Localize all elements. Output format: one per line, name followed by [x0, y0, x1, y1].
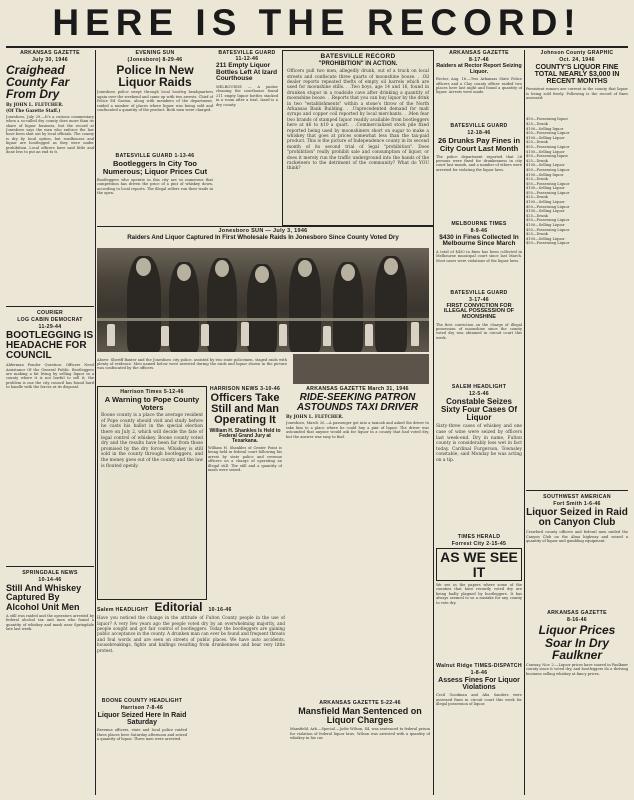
- clip-source: BOONE COUNTY HEADLIGHT: [101, 698, 183, 704]
- clip-body: Revenue officers, state and local police raided three places here Saturday afternoon and seized a quantity of liquor. Three men were arrested.: [97, 728, 187, 742]
- clip-date: 10-16-46: [208, 607, 232, 613]
- fine-entry: $100—Selling liquor: [526, 172, 564, 177]
- clip-body: Cecil Goodman and Alia Sanders were assessed fines in circuit court this week for illegal possession of liquor.: [436, 693, 522, 707]
- clip-byline: By JOHN L. FLETCHER.: [6, 102, 64, 108]
- column-4-top: [436, 50, 522, 380]
- clip-body: The first conviction on the charge of illegal possession of moonshine since the county voted dry was obtained in circuit court this week.: [436, 322, 522, 340]
- clip-headline: RIDE-SEEKING PATRON ASTOUNDS TAXI DRIVER: [296, 392, 419, 414]
- clip-source: ARKANSAS GAZETTE: [547, 610, 607, 617]
- clip-headline: Liquor Seized Here In Raid Saturday: [97, 712, 187, 727]
- fine-entry: $50—Possessing Liquor: [526, 181, 570, 186]
- clip-date: 8-9-46: [470, 227, 488, 234]
- clip-body: Have you noticed the change in the attitude of Fulton County people in the use of liquor? A very few years ago the people voted dry by an overwhelming majority, and people sought and got fair control of bootleggers. Today the bootleggers are gaining public acceptance in the county. A drunken man can ever be found and frequent threats and foul words and are seen on streets of public places. We have auto accidents, housebreakings, fights and knifings resulting from drunkenness and bear very little protest.: [97, 615, 285, 653]
- clip-date: Oct. 24, 1946: [559, 57, 595, 63]
- fine-entry: $50—Possessing Liquor: [526, 241, 570, 246]
- clip-date: 8-16-46: [567, 617, 587, 624]
- clip-headline: Editorial: [154, 600, 203, 614]
- fines-list: [526, 117, 628, 246]
- clip-source: BATESVILLE GUARD 1-13-46: [115, 153, 195, 160]
- fine-entry: $100—Selling Liquor: [526, 223, 565, 228]
- mansfield-article: [290, 700, 430, 796]
- clip-byline-sub: (Of The Gazette Staff.): [6, 108, 61, 114]
- clip-date: 10-14-46: [38, 577, 62, 584]
- fine-entry: $50—Possessing Liquor: [526, 144, 570, 149]
- clip-date: Fort Smith 1-6-46: [553, 501, 601, 507]
- boone-article: [97, 698, 187, 796]
- fine-entry: $25—Drunk: [526, 195, 548, 200]
- clip-headline: A Warning to Pope County Voters: [104, 395, 200, 412]
- editorial-article: [97, 600, 285, 696]
- fine-entry: $50—Possessing Liquor: [526, 218, 570, 223]
- clip-headline: Liquor Prices Soar In Dry Faulkner: [538, 623, 616, 662]
- clip-source: Walnut Ridge TIMES-DISPATCH: [436, 663, 522, 669]
- clip-date: 1-8-46: [470, 670, 488, 676]
- clip-source: BATESVILLE GUARD 11-12-46: [218, 50, 276, 62]
- clip-source: Johnson County GRAPHIC: [540, 50, 614, 56]
- clip-body: Jonesboro police swept through local bootleg headquarters again over the weekend and came up with two arrests. Chief of Police Ed Gaston, along with members of the department, raided a number of places where liquor was being sold and confiscated a quantity of the product. Both men were charged.: [97, 90, 213, 113]
- clip-body: Crawford county officers and federal men raided the Canyon Club on the Alma highway and seized a quantity of liquor and gambling equipment.: [526, 530, 628, 544]
- fine-entry: $25—Drunk: [526, 177, 548, 182]
- clip-body: MELBOURNE — A janitor cleaning the courthouse found 211 empty liquor bottles stacked in a room after a trial. Izard is a dry county.: [216, 84, 278, 107]
- clip-headline: Constable Seizes Sixty Four Cases Of Liquor: [440, 397, 518, 423]
- clip-headline: Officers Take Still and Man Operating It: [210, 392, 280, 427]
- clip-date: 8-17-46: [469, 57, 489, 63]
- clip-headline: "PROHIBITION" IN ACTION.: [318, 61, 398, 67]
- clip-headline: Assess Fines For Liquor Violations: [438, 677, 520, 692]
- fine-entry: $100—Selling Liquor: [526, 186, 565, 191]
- column-2b: [216, 50, 278, 225]
- clip-body: A total of $430 in fines has been collected in Melbourne municipal court since last March. Most cases were violations of the liquor laws.: [436, 249, 522, 263]
- clip-body: William H. Shankles of Center Point is being held in federal court following his arrest by state police and revenue officers on a charge of operating an illegal still. The still and a quantity of mash were seized.: [208, 445, 282, 472]
- clip-headline: $430 in Fines Collected In Melbourne Since March: [439, 233, 519, 248]
- clip-headline: Mansfield Man Sentenced on Liquor Charges: [298, 706, 422, 726]
- clip-byline: By JOHN L. FLETCHER.: [286, 415, 344, 421]
- clip-date: 12-5-46: [469, 391, 489, 397]
- clip-source: Jonesboro SUN — July 3, 1946: [218, 228, 308, 234]
- fine-entry: $25—Drunk: [526, 140, 548, 145]
- clip-source: TIMES HERALD: [457, 534, 501, 541]
- column-4-bottom: [436, 384, 522, 796]
- clip-body: Rector, Aug. 16.—Two Arkansas State Police officers and a Clay county officer raided two places here last night and found a quantity of liquor. Arrests were made.: [436, 77, 522, 95]
- clip-source: ARKANSAS GAZETTE 5-22-46: [319, 700, 401, 706]
- prohibition-in-action-box: [282, 50, 434, 226]
- officers-still-article: [208, 386, 282, 598]
- clip-date: 11-29-44: [38, 323, 62, 330]
- clip-source: SALEM HEADLIGHT: [451, 384, 507, 390]
- raid-photo-block: [97, 228, 429, 386]
- fine-entry: $100—Selling liquor: [526, 126, 564, 131]
- fine-entry: $25—Drunk: [526, 121, 548, 126]
- column-1: [6, 50, 94, 795]
- clip-date: 12-18-46: [467, 130, 491, 137]
- fine-entry: $50—Possessing Liquor: [526, 204, 570, 209]
- clip-headline: Bootleggers In City Too Numerous; Liquor Prices Cut: [102, 159, 208, 177]
- clip-source: SOUTHWEST AMERICAN: [543, 494, 611, 500]
- fine-entry: $100—Selling Liquor: [526, 236, 565, 241]
- clip-body: Jonesboro, July 29.—It's a curious commentary when a so-called dry county does more than its share of liquor business, but the record at Jonesboro says the men who enforce the law have been shut out by local officials. The county is dry by local option, but roadhouses and liquor are bootlegged as they were under prohibition. Local officers have said little and done less to put an end to it.: [6, 114, 94, 154]
- clip-body: Bootleggers who operate in this city are so numerous that competition has driven the price of a pint of whiskey down, according to local reports. The illegal sellers run their trade in the open.: [97, 177, 213, 195]
- photo-caption-wrap: [97, 354, 287, 374]
- clip-date: July 30, 1946: [32, 57, 68, 63]
- column-2-top: [97, 50, 213, 225]
- fine-entry: $50—Possessing liquor: [526, 117, 569, 122]
- fine-entry: $50—Possessing Liquor: [526, 190, 570, 195]
- clip-source: BATESVILLE RECORD: [320, 53, 396, 60]
- clip-body: The police department reported that 26 persons were fined for drunkenness in city court last month, and a number of others were arrested for violating the liquor laws.: [436, 154, 522, 172]
- clip-body: Jonesboro, March 30.—A passenger got into a taxicab and asked the driver to take him to a place where he could buy a pint of liquor. The driver was astounded that anyone would ask for liquor in a county that had voted dry, but the answer was easy to find.: [286, 421, 429, 439]
- clip-body: Boone county is a place the average resident of Pope county should visit and study before he casts his ballot in the special election there on July 2, which will decide the fate of legal control of whiskey. Boone county voted dry and the results have been far from those promised by the dry forces. Whiskey is still sold in the county through bootleggers, and the money goes out of the county and the law is flouted openly.: [101, 413, 203, 469]
- clip-headline: BOOTLEGGING IS HEADACHE FOR COUNCIL: [6, 329, 94, 362]
- banner-rule: [6, 46, 628, 48]
- clip-source: Harrison Times 5-12-46: [120, 389, 184, 395]
- photo-caption: Above: Sheriff Baxter and the Jonesboro city police, assisted by two state policemen, staged raids with plenty of evidence. Men named below were arrested during the raids and liquor shown in the picture was confiscated by the officers.: [97, 357, 287, 370]
- clip-source: HARRISON NEWS 3-10-46: [209, 386, 281, 392]
- fine-entry: $100—Selling Liquor: [526, 200, 565, 205]
- clip-source: COURIER: [36, 309, 64, 316]
- clip-date: Harrison 7-8-46: [120, 705, 164, 711]
- clip-source: SPRINGDALE NEWS: [22, 570, 78, 577]
- editorial-header: [97, 600, 285, 615]
- clip-date: (Jonesboro) 8-29-46: [127, 57, 183, 63]
- clip-body: Conway, Nov. 2.—Liquor prices have soared in Faulkner county since it voted dry, and bootleggers do a thriving business selling whiskey at fancy prices.: [526, 663, 628, 676]
- clip-headline: Raiders at Rector Report Seizing Liquor.: [436, 63, 522, 75]
- clip-subheadline: William H. Shankles Is Held to Federal Grand Jury at Texarkana.: [209, 427, 281, 444]
- taxi-article: [286, 386, 429, 536]
- clip-source-sub: LOG CABIN DEMOCRAT: [17, 316, 83, 323]
- warning-pope-county-box: [97, 386, 207, 600]
- fine-entry: $25—Drunk: [526, 213, 548, 218]
- clip-headline: Still And Whiskey Captured By Alcohol Unit Men: [6, 583, 82, 612]
- clip-source: MELBOURNE TIMES: [451, 220, 507, 227]
- clip-body: Alderman Ponder Question: Officers Need Assistance Of the General Public. Bootleggers are making a fat living by selling liquor in a county where it is not lawful to sell it; the problem is one the city council has found hard to handle with the forces at its disposal.: [6, 363, 94, 390]
- clip-body: A still was raided and the operators arrested by federal alcohol tax unit men who found a quantity of whiskey and mash near Springdale late last week.: [6, 613, 94, 631]
- clip-body: Officers pull two men, allegedly drunk, out of a truck on local streets and confiscate three quarts of moonshine booze. . .Oil dealer reports repeated thefts of empty oil barrels which are used for moonshine stills. . .Two boys, age 14 and 16, found in drunken stupor in a roadside cave after drinking a quantity of moonshine booze. . .Reports that you can buy liquor by the drink in two "establishments" within a stone's throw of the North Arkansas Bank Building. . .Unprecedented demand for malt syrups and copper coil reported by local merchants. . .Men fear two brands of stamped liquor readily available from bootleggers here at $6 to $10 a quart. . .Commercialized stock pile fixed reported being used by moonshiners short on sugar to make a whiskey that goes at prices somewhat less than the tax-paid product. This is the picture of Independence county in its second month of its second trial of legal "prohibition". Does "prohibition" really prohibit sale and consumption of liquor, or does it merely run the traffic underground into the hands of the racketeers to the detriment of the community? What do YOU think?: [287, 69, 429, 172]
- clip-date: 3-17-46: [469, 296, 489, 303]
- clip-body: Persistent rumors are current in the county that liquor is being sold freely. Following is the record of fines assessed:: [526, 87, 628, 101]
- clip-headline: AS WE SEE IT: [436, 548, 522, 581]
- clip-source: ARKANSAS GAZETTE: [449, 50, 509, 56]
- fine-entry: $100—Selling Liquor: [526, 209, 565, 214]
- clip-headline: COUNTY'S LIQUOR FINE TOTAL NEARLY $3,000 IN RECENT MONTHS: [534, 64, 620, 86]
- clip-headline: FIRST CONVICTION FOR ILLEGAL POSSESSION OF MOONSHINE: [443, 302, 515, 320]
- taxi-photo: [293, 354, 429, 384]
- raid-photo: [97, 248, 429, 352]
- column-5-top: [526, 50, 628, 460]
- clip-source: ARKANSAS GAZETTE March 31, 1946: [306, 386, 409, 392]
- fine-entry: $100—Selling Liquor: [526, 149, 565, 154]
- clip-headline: 211 Empty Liquor Bottles Left At Izard Courthouse: [216, 62, 278, 83]
- fine-entry: $50—Possessing Liquor: [526, 167, 570, 172]
- clip-body: Sixty-three cases of whiskey and one case of wine were seized by officers last week-end. Dry in name, Fulton county is considerably less wet in fact today. Cardinal Furgerson, Townsley constable, said Monday he was acting on a tip.: [436, 424, 522, 464]
- fine-entry: $50—Possessing liquor: [526, 154, 569, 159]
- fine-entry: $50—Possessing Liquor: [526, 131, 570, 136]
- page-banner-title: HERE IS THE RECORD!: [52, 2, 582, 43]
- clip-source: BATESVILLE GUARD: [450, 123, 508, 130]
- photo-headline: Raiders And Liquor Captured In First Wholesale Raids In Jonesboro Since County Voted Dry: [127, 234, 399, 241]
- clip-body: Mansfield, Ark.—Special.—Jodie Wilson, 44, was sentenced to federal prison for violation of federal liquor laws. Wilson was arrested with a quantity of whiskey in his car.: [290, 727, 430, 741]
- fine-entry: $100—Selling Liquor: [526, 163, 565, 168]
- clip-source: EVENING SUN: [135, 50, 175, 56]
- clip-source: Salem HEADLIGHT: [97, 607, 149, 613]
- clip-source: BATESVILLE GUARD: [450, 289, 508, 296]
- fine-entry: $25—Drunk: [526, 232, 548, 237]
- clip-headline: Police In New Liquor Raids: [116, 63, 194, 90]
- fine-entry: $25—Drunk: [526, 158, 548, 163]
- clip-body: We see in the papers where some of the counties that have recently voted dry are being badly plagued by bootleggers. It has always seemed to us a mistake for any county to vote dry.: [436, 583, 522, 605]
- fine-entry: $50—Possessing Liquor: [526, 227, 570, 232]
- clip-source: ARKANSAS GAZETTE: [20, 50, 80, 56]
- clip-headline: Liquor Seized in Raid on Canyon Club: [526, 507, 628, 529]
- clip-date: Forrest City 2-15-45: [451, 541, 507, 548]
- fine-entry: $100—Selling Liquor: [526, 135, 565, 140]
- column-5-bottom: [526, 494, 628, 796]
- clip-headline: 26 Drunks Pay Fines in City Court Last Month: [437, 136, 521, 153]
- clip-headline: Craighead County Far From Dry: [6, 63, 70, 102]
